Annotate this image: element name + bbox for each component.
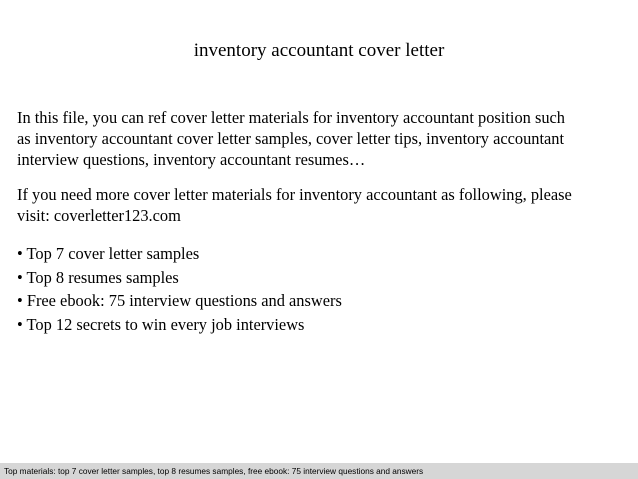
intro-line: interview questions, inventory accountant resumes…: [17, 150, 366, 169]
list-item: • Top 12 secrets to win every job interviews: [17, 314, 305, 334]
list-item: • Top 8 resumes samples: [17, 267, 179, 287]
footer-text: Top materials: top 7 cover letter samples, top 8 resumes samples, free ebook: 75 interview questions and answers: [4, 466, 424, 476]
intro-paragraph: [17, 107, 629, 170]
intro-line: In this file, you can ref cover letter materials for inventory accountant position such: [17, 108, 565, 127]
footer-bar: [0, 463, 638, 479]
more-materials-paragraph: [17, 184, 629, 226]
list-item: • Free ebook: 75 interview questions and answers: [17, 291, 342, 310]
page-title: inventory accountant cover letter: [193, 40, 445, 61]
more-materials-line: visit: coverletter123.com: [17, 206, 181, 225]
more-materials-line: If you need more cover letter materials for inventory accountant as following, please: [17, 185, 572, 204]
materials-list: [17, 242, 629, 336]
intro-line: as inventory accountant cover letter samples, cover letter tips, inventory accountant: [17, 129, 565, 148]
list-item: • Top 7 cover letter samples: [17, 244, 200, 263]
